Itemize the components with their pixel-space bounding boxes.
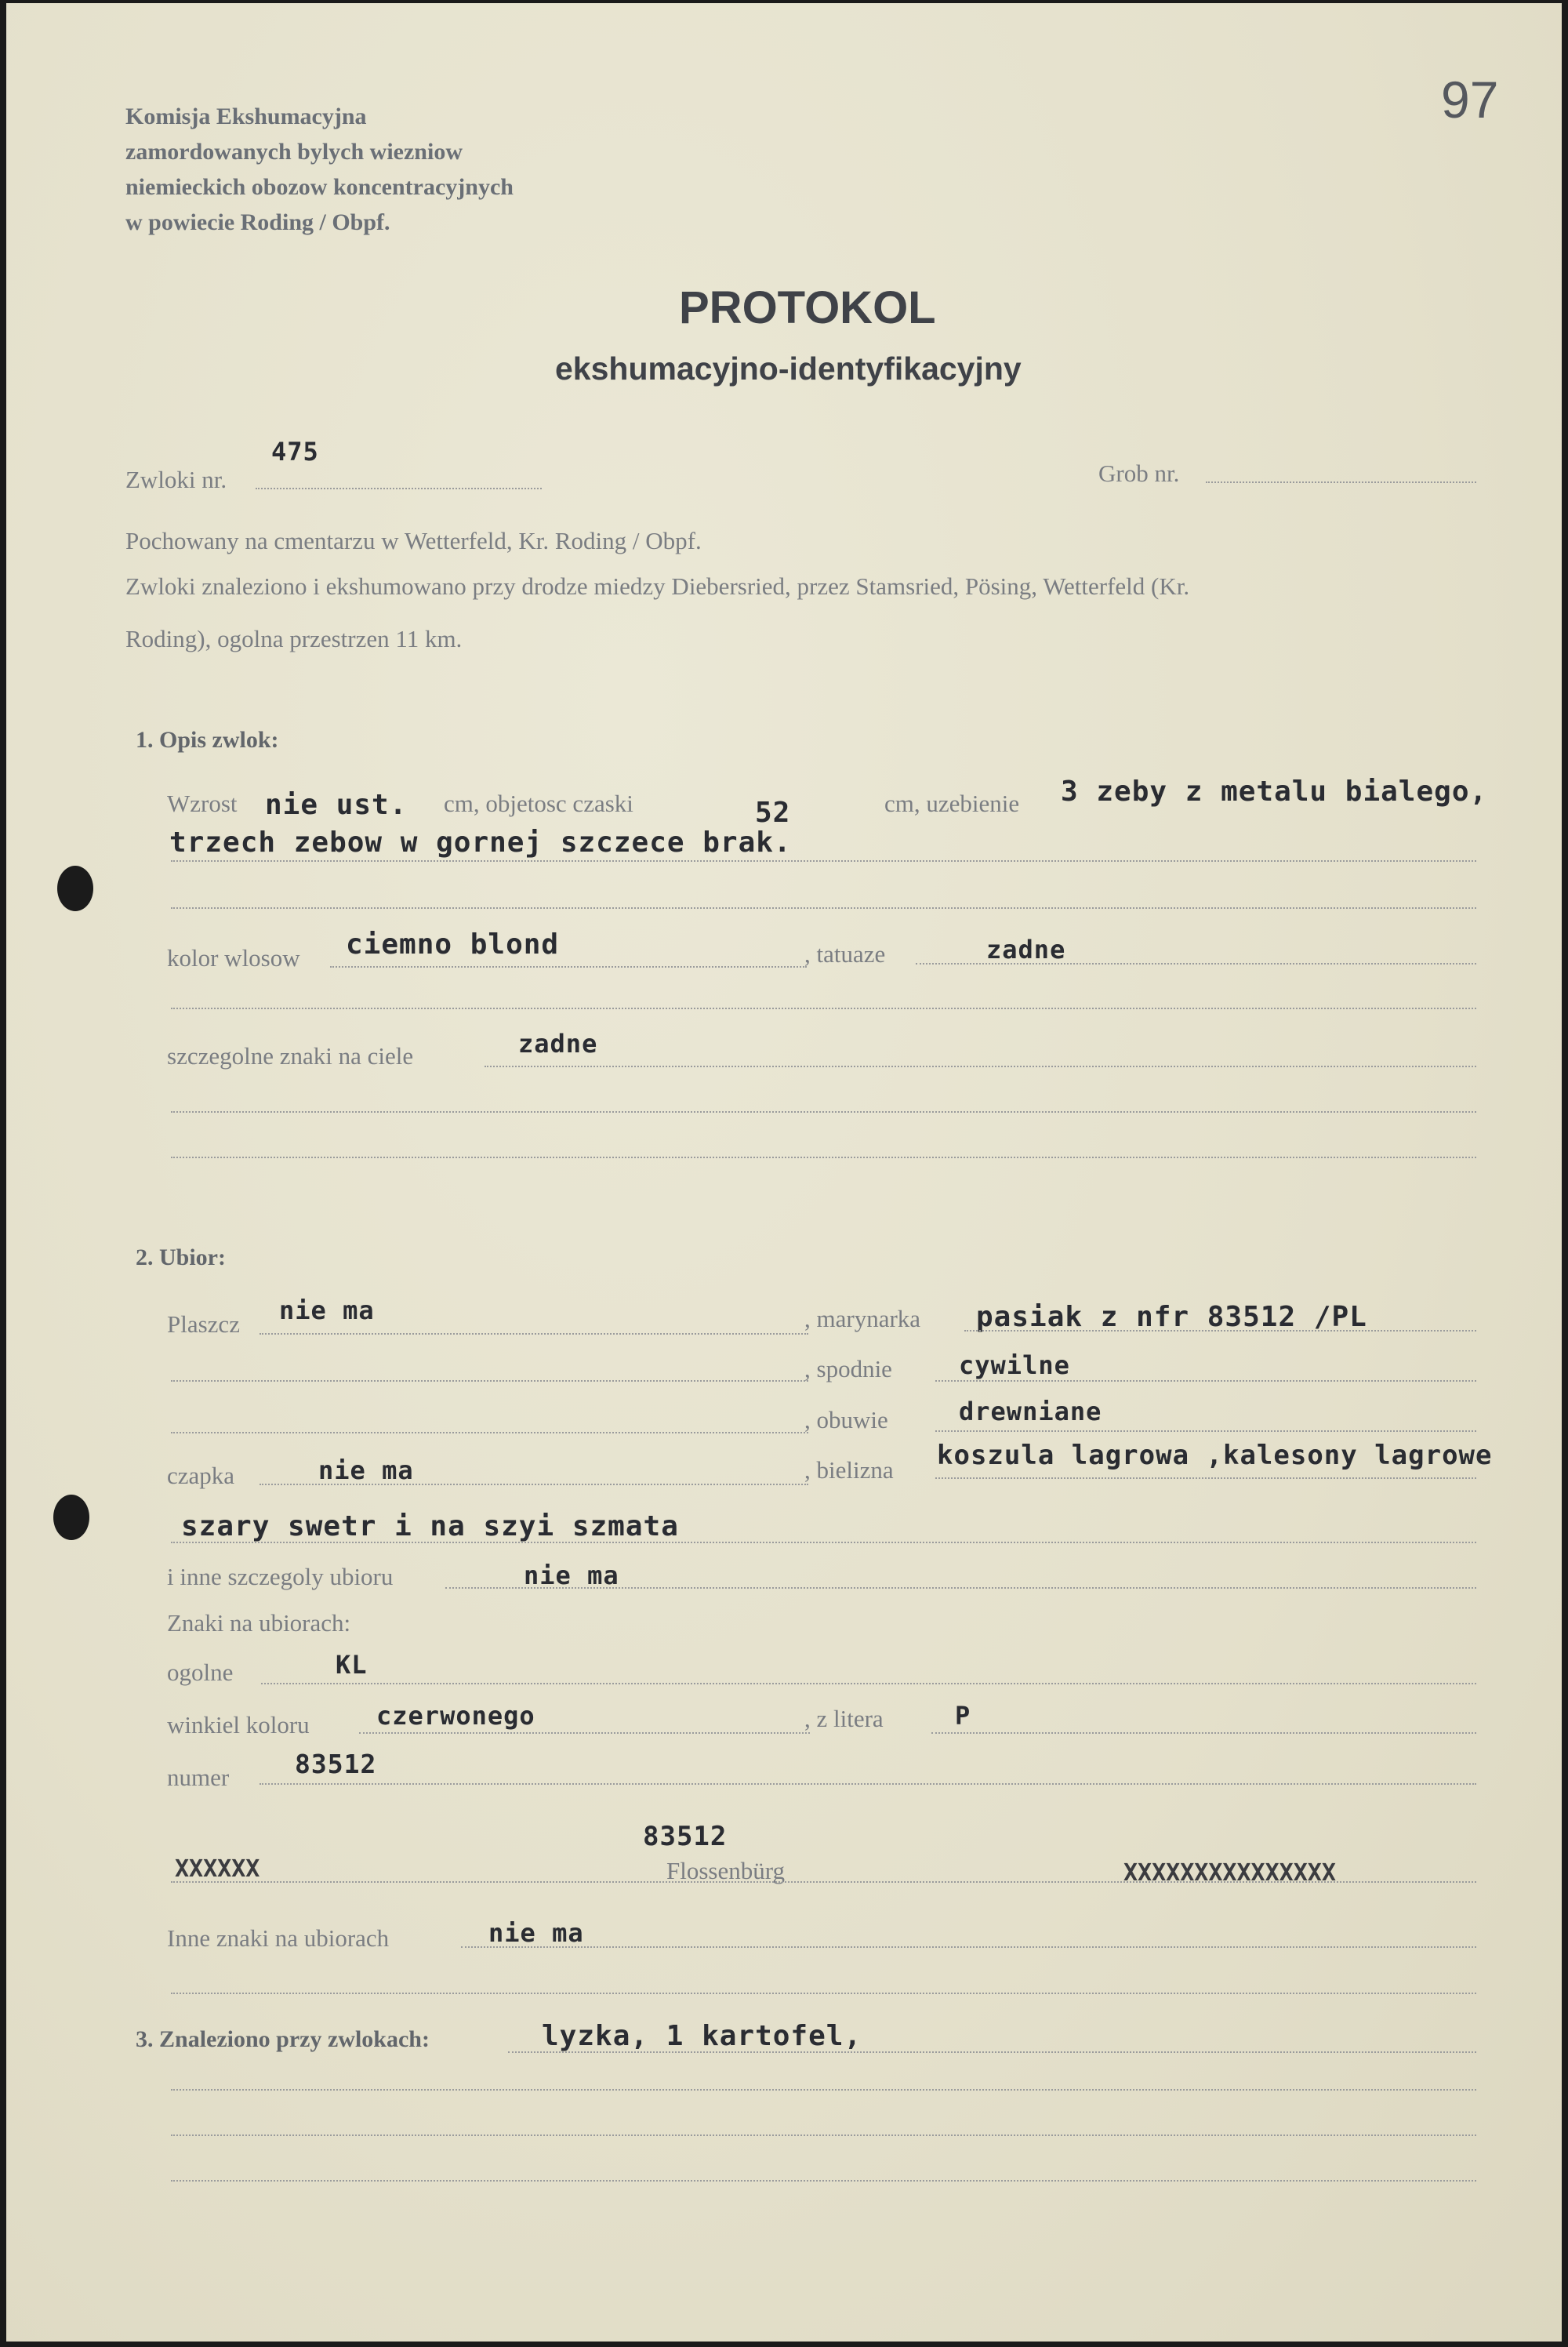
numer-line <box>260 1783 1476 1785</box>
litera-label: , z litera <box>804 1705 884 1732</box>
ogolne-line <box>261 1683 1476 1684</box>
spodnie-label: , spodnie <box>804 1355 892 1382</box>
document-page <box>6 3 1562 2342</box>
wzrost-value: nie ust. <box>265 789 408 821</box>
blank-line-10 <box>171 2180 1476 2182</box>
blank-line-1 <box>171 907 1476 909</box>
obuwie-label: , obuwie <box>804 1406 888 1433</box>
blank-line-7 <box>171 1993 1476 1994</box>
inne-znaki-label: Inne znaki na ubiorach <box>167 1924 390 1952</box>
czaski-label: cm, objetosc czaski <box>444 790 633 817</box>
znaki-na-ciele-line <box>485 1066 1476 1067</box>
header-line-3: niemieckich obozow koncentracyjnych <box>125 174 514 200</box>
kolor-wlosow-line <box>330 966 807 968</box>
blank-line-3 <box>171 1111 1476 1113</box>
ogolne-value: KL <box>336 1650 368 1680</box>
bielizna-value: koszula lagrowa ,kalesony lagrowe <box>937 1440 1493 1471</box>
kolor-wlosow-value: ciemno blond <box>346 928 560 961</box>
znaki-na-ciele-value: zadne <box>518 1029 598 1059</box>
znaleziono-text-1: Zwloki znaleziono i ekshumowano przy drodze miedzy Diebersried, przez Stamsried, Pösing, Wetterfeld (Kr. <box>125 572 1190 600</box>
czapka-line <box>260 1484 808 1485</box>
czaski-value: 52 <box>755 797 791 829</box>
blank-line-8 <box>171 2089 1476 2091</box>
flossenburg-line <box>171 1881 1476 1883</box>
tatuaze-label: , tatuaze <box>804 940 886 968</box>
page-number: 97 <box>1441 71 1499 129</box>
winkiel-value: czerwonego <box>376 1701 535 1731</box>
litera-line <box>931 1732 1476 1734</box>
litera-value: P <box>955 1701 971 1731</box>
kolor-wlosow-label: kolor wlosow <box>167 944 300 972</box>
spodnie-value: cywilne <box>959 1350 1070 1380</box>
plaszcz-label: Plaszcz <box>167 1310 240 1338</box>
wzrost-label: Wzrost <box>167 790 238 817</box>
punch-hole-bottom <box>53 1495 89 1540</box>
section2-heading: 2. Ubior: <box>136 1244 226 1270</box>
blank-line-2 <box>171 1008 1476 1009</box>
header-line-1: Komisja Ekshumacyjna <box>125 104 367 129</box>
inne-znaki-line <box>461 1946 1476 1948</box>
grob-line <box>1206 481 1476 483</box>
sweter-text: szary swetr i na szyi szmata <box>181 1510 679 1542</box>
numer-label: numer <box>167 1764 230 1791</box>
tatuaze-line <box>916 963 1476 965</box>
znaki-na-ciele-label: szczegolne znaki na ciele <box>167 1042 414 1070</box>
blank-line-4 <box>171 1157 1476 1158</box>
inne-szczegoly-value: nie ma <box>524 1560 619 1590</box>
section3-value: lyzka, 1 kartofel, <box>542 2020 862 2052</box>
znaki-na-ubiorach-heading: Znaki na ubiorach: <box>167 1609 351 1637</box>
uzebienie-label: cm, uzebienie <box>884 790 1020 817</box>
inne-znaki-value: nie ma <box>488 1918 584 1948</box>
obuwie-value: drewniane <box>959 1397 1102 1426</box>
pochowany-text: Pochowany na cmentarzu w Wetterfeld, Kr. Roding / Obpf. <box>125 527 702 554</box>
bielizna-line <box>935 1477 1476 1479</box>
winkiel-line <box>359 1732 810 1734</box>
uzebienie-value: 3 zeby z metalu bialego, <box>1061 776 1488 808</box>
section3-heading: 3. Znaleziono przy zwlokach: <box>136 2026 430 2052</box>
section3-line <box>508 2051 1476 2053</box>
zwloki-line <box>256 488 542 489</box>
uzebienie-line <box>171 860 1476 862</box>
ogolne-label: ogolne <box>167 1659 234 1686</box>
winkiel-label: winkiel koloru <box>167 1711 310 1738</box>
znaleziono-text-2: Roding), ogolna przestrzen 11 km. <box>125 625 463 652</box>
page-subtitle: ekshumacyjno-identyfikacyjny <box>555 351 1022 387</box>
flossenburg-number: 83512 <box>643 1821 728 1852</box>
marynarka-value: pasiak z nfr 83512 /PL <box>976 1301 1367 1333</box>
plaszcz-line <box>260 1333 808 1335</box>
struck-text-right: XXXXXXXXXXXXXXX <box>1123 1859 1336 1887</box>
zwloki-value: 475 <box>271 437 319 467</box>
inne-szczegoly-line <box>445 1587 1476 1589</box>
struck-text-left: XXXXXX <box>175 1855 260 1883</box>
marynarka-label: , marynarka <box>804 1305 921 1332</box>
plaszcz-value: nie ma <box>279 1295 375 1325</box>
page-title: PROTOKOL <box>679 282 936 333</box>
punch-hole-top <box>57 866 93 911</box>
sweter-line <box>171 1542 1476 1543</box>
header-line-4: w powiecie Roding / Obpf. <box>125 209 390 235</box>
zwloki-label: Zwloki nr. <box>125 466 227 493</box>
czapka-value: nie ma <box>318 1455 414 1485</box>
grob-label: Grob nr. <box>1098 460 1180 487</box>
numer-value: 83512 <box>295 1749 377 1779</box>
spodnie-line <box>935 1380 1476 1382</box>
blank-line-6 <box>171 1432 808 1433</box>
blank-line-5 <box>171 1380 808 1382</box>
section1-heading: 1. Opis zwlok: <box>136 727 279 753</box>
inne-szczegoly-label: i inne szczegoly ubioru <box>167 1563 394 1590</box>
blank-line-9 <box>171 2134 1476 2136</box>
header-line-2: zamordowanych bylych wiezniow <box>125 139 463 165</box>
czapka-label: czapka <box>167 1462 235 1489</box>
flossenburg-label: Flossenbürg <box>666 1857 786 1884</box>
bielizna-label: , bielizna <box>804 1456 894 1484</box>
obuwie-line <box>935 1430 1476 1432</box>
uzebienie-continued: trzech zebow w gornej szczece brak. <box>169 827 792 859</box>
tatuaze-value: zadne <box>986 935 1066 965</box>
marynarka-line <box>964 1330 1476 1332</box>
